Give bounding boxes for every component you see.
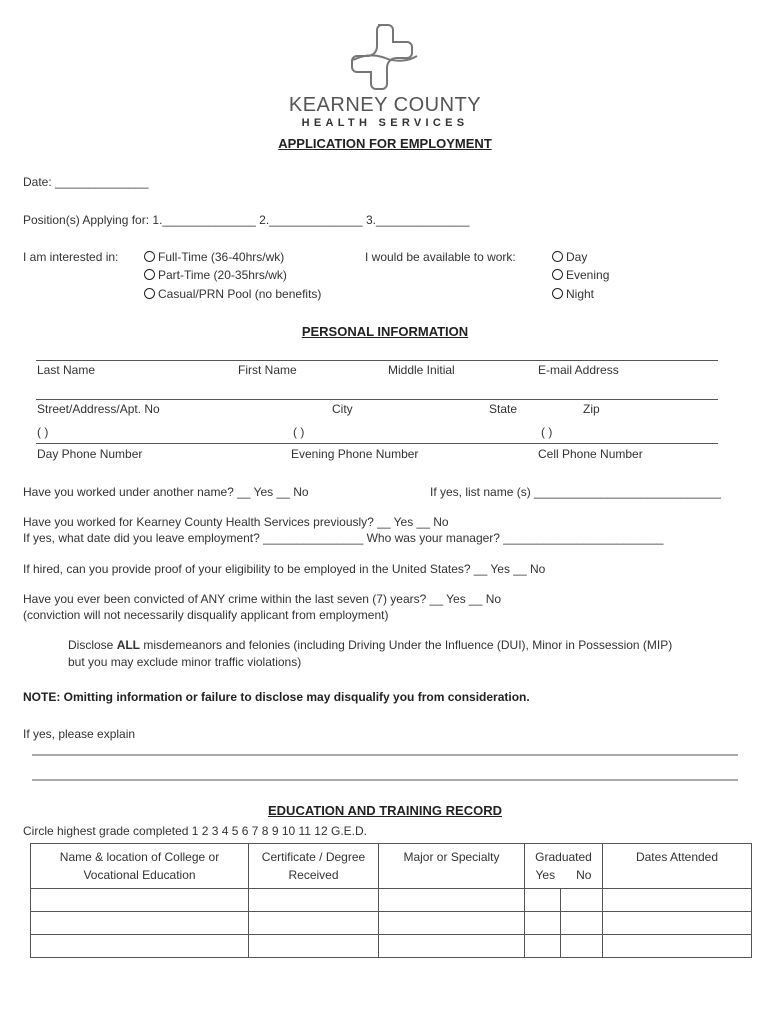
table-cell[interactable] (379, 912, 525, 935)
table-cell[interactable] (561, 912, 603, 935)
first-name-label: First Name (238, 363, 297, 377)
radio-part-time[interactable]: Part-Time (20-35hrs/wk) (144, 268, 287, 282)
positions-field[interactable]: Position(s) Applying for: 1.______________ 2.______________ 3.______________ (23, 213, 470, 227)
worked-previously-question[interactable]: Have you worked for Kearney County Health Services previously? __ Yes __ No (23, 515, 449, 529)
table-cell[interactable] (31, 889, 249, 912)
education-table (30, 843, 752, 958)
table-cell[interactable] (603, 912, 752, 935)
table-row (31, 912, 752, 935)
logo-cross-icon (350, 22, 420, 92)
table-cell[interactable] (603, 935, 752, 958)
graduated-header: Graduated Yes No (525, 844, 603, 889)
table-cell[interactable] (525, 935, 561, 958)
radio-circle-icon (552, 269, 563, 280)
logo-subname: HEALTH SERVICES (301, 117, 469, 129)
radio-evening[interactable]: Evening (552, 268, 609, 282)
radio-circle-icon (552, 288, 563, 299)
radio-circle-icon (144, 251, 155, 262)
middle-initial-label: Middle Initial (388, 363, 455, 377)
date-field[interactable]: Date: ______________ (23, 175, 149, 189)
divider (36, 399, 718, 400)
radio-circle-icon (144, 269, 155, 280)
explain-line-1[interactable] (32, 754, 738, 756)
table-cell[interactable] (249, 935, 379, 958)
page-title: APPLICATION FOR EMPLOYMENT (278, 136, 492, 151)
city-label: City (332, 402, 353, 416)
divider (36, 443, 718, 444)
radio-circle-icon (552, 251, 563, 262)
conviction-note: (conviction will not necessarily disqualify applicant from employment) (23, 608, 389, 622)
state-label: State (489, 402, 518, 416)
day-phone-field[interactable]: ( ) (37, 425, 49, 439)
table-header-row (31, 844, 752, 889)
table-cell[interactable] (603, 889, 752, 912)
cell-phone-field[interactable]: ( ) (541, 425, 553, 439)
explain-line-2[interactable] (32, 779, 738, 781)
zip-label: Zip (583, 402, 600, 416)
note-text: NOTE: Omitting information or failure to disclose may disqualify you from consideration. (23, 690, 530, 704)
radio-day[interactable]: Day (552, 250, 587, 264)
personal-heading: PERSONAL INFORMATION (301, 324, 469, 339)
street-label: Street/Address/Apt. No (37, 402, 160, 416)
email-label: E-mail Address (538, 363, 619, 377)
day-phone-label: Day Phone Number (37, 447, 143, 461)
table-cell[interactable] (249, 889, 379, 912)
table-cell[interactable] (379, 889, 525, 912)
conviction-question[interactable]: Have you ever been convicted of ANY crime within the last seven (7) years? __ Yes __ No (23, 592, 502, 606)
other-name-question[interactable]: Have you worked under another name? __ Yes __ No (23, 485, 309, 499)
radio-circle-icon (144, 288, 155, 299)
disclose-text: Disclose ALL misdemeanors and felonies (including Driving Under the Influence (DUI), Minor in Possession (MIP) (68, 638, 673, 652)
radio-night[interactable]: Night (552, 287, 594, 301)
last-name-label: Last Name (37, 363, 96, 377)
table-cell[interactable] (31, 935, 249, 958)
radio-casual[interactable]: Casual/PRN Pool (no benefits) (144, 287, 321, 301)
major-header: Major or Specialty (379, 844, 525, 889)
table-cell[interactable] (561, 935, 603, 958)
education-heading: EDUCATION AND TRAINING RECORD (268, 803, 502, 818)
explain-label: If yes, please explain (23, 727, 136, 741)
table-cell[interactable] (525, 889, 561, 912)
dates-header: Dates Attended (603, 844, 752, 889)
table-row (31, 935, 752, 958)
divider (36, 360, 718, 361)
college-header: Name & location of College or Vocational Education (31, 844, 249, 889)
table-cell[interactable] (379, 935, 525, 958)
logo-name: KEARNEY COUNTY (288, 94, 482, 116)
evening-phone-label: Evening Phone Number (291, 447, 419, 461)
evening-phone-field[interactable]: ( ) (293, 425, 305, 439)
eligibility-question[interactable]: If hired, can you provide proof of your eligibility to be employed in the United States? __ Yes __ No (23, 562, 546, 576)
table-cell[interactable] (249, 912, 379, 935)
availability-label: I would be available to work: (365, 250, 516, 264)
grade-line: Circle highest grade completed 1 2 3 4 5 6 7 8 9 10 11 12 G.E.D. (23, 824, 367, 838)
table-row (31, 889, 752, 912)
other-name-list-field[interactable]: If yes, list name (s) ____________________________ (430, 485, 721, 499)
leave-date-field[interactable]: If yes, what date did you leave employment? _______________ Who was your manager? ________________________ (23, 531, 664, 545)
certificate-header: Certificate / Degree Received (249, 844, 379, 889)
table-cell[interactable] (31, 912, 249, 935)
cell-phone-label: Cell Phone Number (538, 447, 643, 461)
radio-full-time[interactable]: Full-Time (36-40hrs/wk) (144, 250, 284, 264)
table-cell[interactable] (561, 889, 603, 912)
table-cell[interactable] (525, 912, 561, 935)
disclose-text-line2: but you may exclude minor traffic violations) (68, 655, 302, 669)
interest-label: I am interested in: (23, 250, 119, 264)
